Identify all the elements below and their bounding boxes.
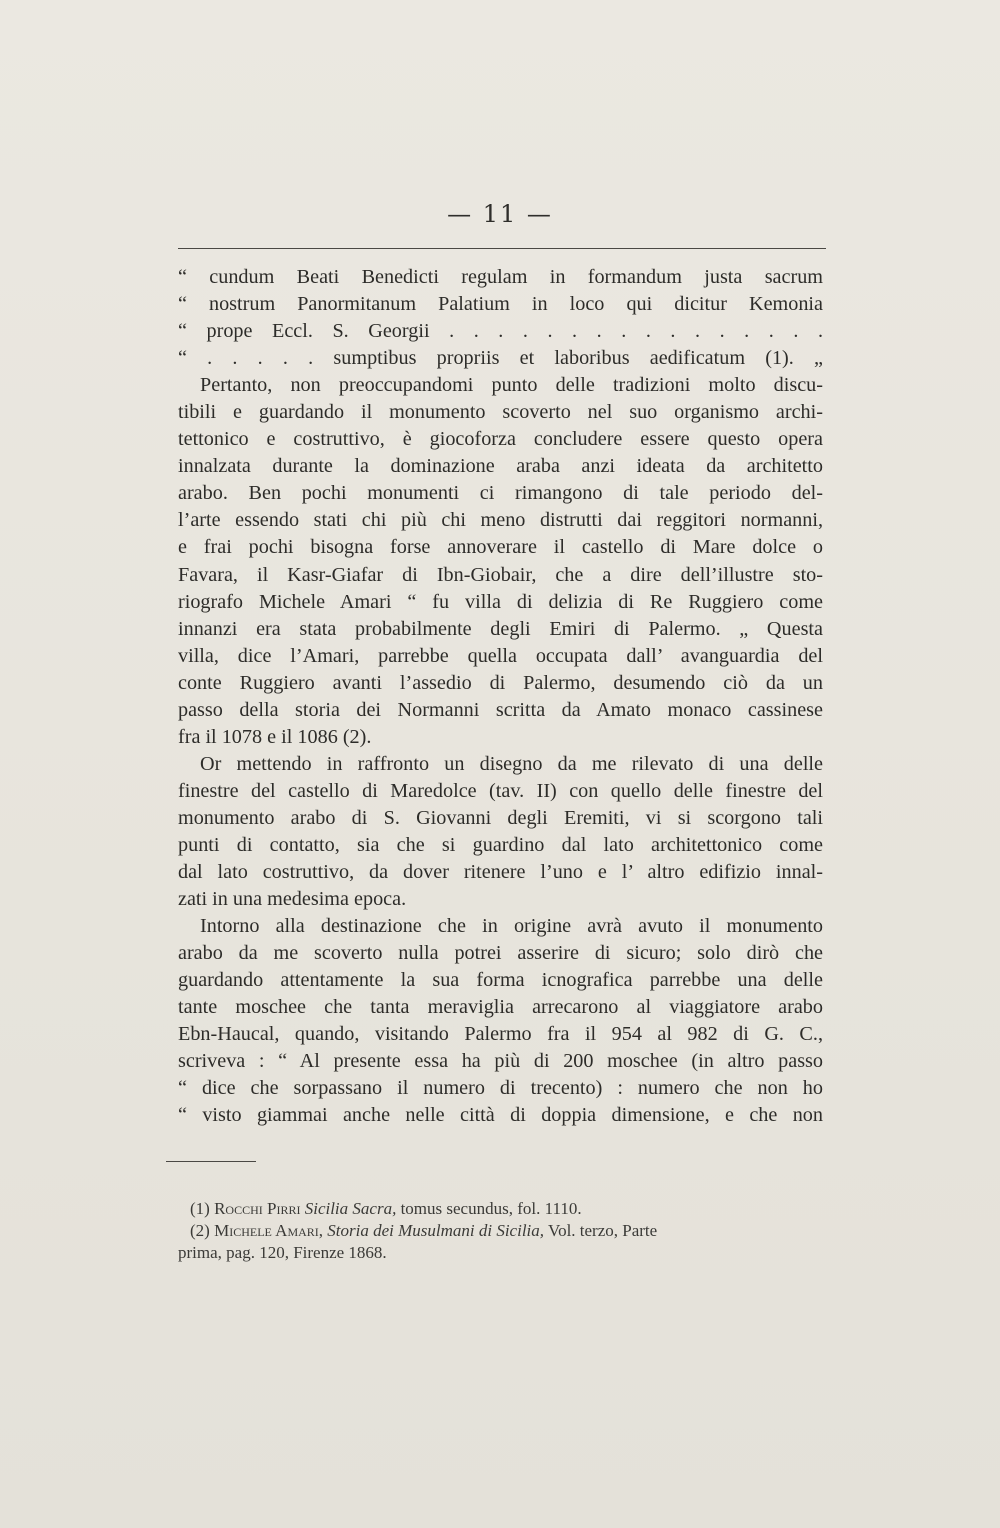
- text-line: innalzata durante la dominazione araba anzi ideata da architetto: [178, 455, 823, 478]
- footnote-title: Storia dei Musulmani di Sicilia,: [327, 1221, 545, 1240]
- text-line: passo della storia dei Normanni scritta da Amato monaco cassinese: [178, 698, 823, 721]
- footnote-marker: (1): [190, 1199, 210, 1218]
- text-line: innanzi era stata probabilmente degli Emiri di Palermo. „ Questa: [178, 617, 823, 640]
- text-line: monumento arabo di S. Giovanni degli Eremiti, vi si scorgono tali: [178, 806, 823, 829]
- footnote-author: Michele Amari,: [214, 1221, 324, 1240]
- text-line: “ cundum Beati Benedicti regulam in formandum justa sacrum: [178, 266, 823, 288]
- page-number: — 11 —: [447, 200, 553, 228]
- footnote-title: Sicilia Sacra,: [304, 1199, 397, 1218]
- text-line: guardando attentamente la sua forma icnografica parrebbe una delle: [178, 969, 823, 992]
- text-line: “ dice che sorpassano il numero di trecento) : numero che non ho: [178, 1077, 823, 1100]
- text-line: finestre del castello di Maredolce (tav. II) con quello delle finestre del: [178, 779, 823, 802]
- text-line: arabo. Ben pochi monumenti ci rimangono di tale periodo del-: [178, 482, 823, 505]
- text-line: scriveva : “ Al presente essa ha più di 200 moschee (in altro passo: [178, 1050, 823, 1073]
- header-rule: [178, 248, 826, 249]
- text-line: “ nostrum Panormitanum Palatium in loco qui dicitur Kemonia: [178, 293, 823, 316]
- text-line: “ visto giammai anche nelle città di doppia dimensione, e che non: [178, 1104, 823, 1127]
- text-line: zati in una medesima epoca.: [178, 888, 407, 911]
- text-line: fra il 1078 e il 1086 (2).: [178, 725, 372, 748]
- footnote-rule: [166, 1161, 256, 1162]
- text-line: punti di contatto, sia che si guardino dal lato architettonico come: [178, 833, 823, 856]
- text-line: Favara, il Kasr-Giafar di Ibn-Giobair, che a dire dell’illustre sto-: [178, 563, 823, 586]
- text-line: Intorno alla destinazione che in origine avrà avuto il monumento: [200, 915, 823, 938]
- text-line: Ebn-Haucal, quando, visitando Palermo fra il 954 al 982 di G. C.,: [178, 1023, 823, 1046]
- text-line: l’arte essendo stati chi più chi meno distrutti dai reggitori normanni,: [178, 509, 823, 532]
- text-line: villa, dice l’Amari, parrebbe quella occupata dall’ avanguardia del: [178, 644, 823, 667]
- footnote-rest: tomus secundus, fol. 1110.: [400, 1199, 582, 1218]
- footnote-rest: Vol. terzo, Parte: [547, 1221, 658, 1240]
- text-line: Or mettendo in raffronto un disegno da me rilevato di una delle: [200, 752, 823, 775]
- text-line: conte Ruggiero avanti l’assedio di Palermo, desumendo ciò da un: [178, 671, 823, 694]
- text-line: “ prope Eccl. S. Georgii . . . . . . . . . . . . . . . .: [178, 320, 823, 343]
- text-line: tante moschee che tanta meraviglia arrecarono al viaggiatore arabo: [178, 996, 823, 1019]
- footnote-1: [178, 1198, 826, 1220]
- text-line: riografo Michele Amari “ fu villa di delizia di Re Ruggiero come: [178, 590, 823, 613]
- text-line: “ . . . . . sumptibus propriis et laboribus aedificatum (1). „: [178, 347, 823, 370]
- footnote-2-continuation: prima, pag. 120, Firenze 1868.: [178, 1243, 387, 1262]
- text-line: e frai pochi bisogna forse annoverare il castello di Mare dolce o: [178, 536, 823, 559]
- footnote-author: Rocchi Pirri: [214, 1199, 301, 1218]
- text-line: dal lato costruttivo, da dover ritenere l’uno e l’ altro edifizio innal-: [178, 861, 823, 884]
- text-line: tibili e guardando il monumento scoverto nel suo organismo archi-: [178, 401, 823, 424]
- text-line: tettonico e costruttivo, è giocoforza concludere essere questo opera: [178, 428, 823, 451]
- text-line: arabo da me scoverto nulla potrei asserire di sicuro; solo dirò che: [178, 942, 823, 965]
- footnotes: [178, 1198, 826, 1264]
- body-text: [178, 264, 823, 1130]
- text-line: Pertanto, non preoccupandomi punto delle tradizioni molto discu-: [200, 374, 823, 397]
- footnote-marker: (2): [190, 1221, 210, 1240]
- footnote-2: [178, 1220, 826, 1242]
